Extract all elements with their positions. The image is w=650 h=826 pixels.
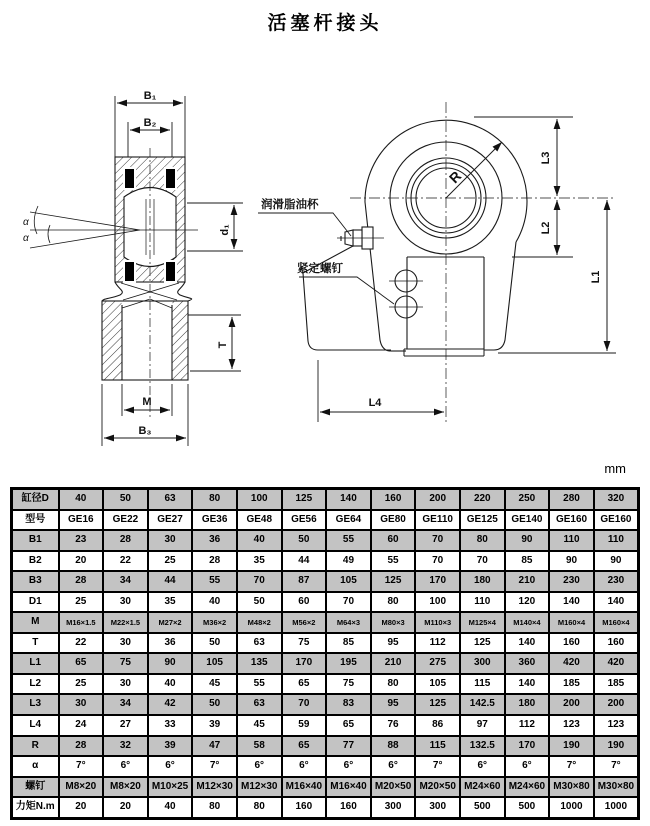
table-cell: 160 bbox=[371, 489, 416, 510]
table-row bbox=[12, 777, 639, 798]
table-cell: 180 bbox=[505, 694, 550, 715]
table-cell: 420 bbox=[549, 653, 594, 674]
table-row bbox=[12, 674, 639, 695]
table-row bbox=[12, 571, 639, 592]
right-centerlines bbox=[350, 102, 616, 422]
table-cell: 132.5 bbox=[460, 736, 505, 757]
row-label: D1 bbox=[12, 592, 59, 613]
table-cell: 87 bbox=[282, 571, 327, 592]
table-row bbox=[12, 510, 639, 531]
table-cell: 88 bbox=[371, 736, 416, 757]
table-cell: 100 bbox=[415, 592, 460, 613]
right-dimension-lines bbox=[320, 119, 607, 412]
table-cell: 135 bbox=[237, 653, 282, 674]
table-cell: 360 bbox=[505, 653, 550, 674]
threaded-body bbox=[102, 299, 188, 380]
row-label: L2 bbox=[12, 674, 59, 695]
table-cell: 250 bbox=[505, 489, 550, 510]
table-cell: 85 bbox=[326, 633, 371, 654]
table-cell: 80 bbox=[460, 530, 505, 551]
callout-set-screw: 紧定螺钉 bbox=[297, 263, 343, 275]
row-label: L3 bbox=[12, 694, 59, 715]
table-cell: 30 bbox=[103, 674, 148, 695]
table-cell: 200 bbox=[415, 489, 460, 510]
table-cell: 200 bbox=[594, 694, 639, 715]
table-cell: M16×40 bbox=[282, 777, 327, 798]
table-cell: GE22 bbox=[103, 510, 148, 531]
table-cell: 190 bbox=[549, 736, 594, 757]
table-cell: 112 bbox=[505, 715, 550, 736]
table-cell: 58 bbox=[237, 736, 282, 757]
table-cell: M48×2 bbox=[237, 612, 282, 633]
table-cell: 40 bbox=[148, 797, 193, 818]
table-cell: 22 bbox=[59, 633, 104, 654]
table-cell: 45 bbox=[192, 674, 237, 695]
table-cell: M125×4 bbox=[460, 612, 505, 633]
table-cell: 125 bbox=[415, 694, 460, 715]
table-cell: 25 bbox=[59, 592, 104, 613]
table-cell: M22×1.5 bbox=[103, 612, 148, 633]
table-cell: 75 bbox=[282, 633, 327, 654]
table-cell: 110 bbox=[460, 592, 505, 613]
table-cell: M110×3 bbox=[415, 612, 460, 633]
table-cell: 33 bbox=[148, 715, 193, 736]
table-cell: 40 bbox=[148, 674, 193, 695]
table-cell: GE27 bbox=[148, 510, 193, 531]
table-cell: 28 bbox=[192, 551, 237, 572]
table-cell: 28 bbox=[59, 571, 104, 592]
table-cell: 142.5 bbox=[460, 694, 505, 715]
table-row bbox=[12, 489, 639, 510]
table-cell: 110 bbox=[549, 530, 594, 551]
table-cell: 60 bbox=[371, 530, 416, 551]
table-cell: 59 bbox=[282, 715, 327, 736]
table-cell: 300 bbox=[371, 797, 416, 818]
table-cell: 76 bbox=[371, 715, 416, 736]
table-cell: M36×2 bbox=[192, 612, 237, 633]
table-cell: 30 bbox=[148, 530, 193, 551]
table-cell: 47 bbox=[192, 736, 237, 757]
table-cell: 49 bbox=[326, 551, 371, 572]
table-cell: 20 bbox=[103, 797, 148, 818]
table-cell: 6° bbox=[148, 756, 193, 777]
table-cell: M8×20 bbox=[103, 777, 148, 798]
table-cell: 6° bbox=[460, 756, 505, 777]
table-row bbox=[12, 797, 639, 818]
table-row bbox=[12, 551, 639, 572]
table-cell: 34 bbox=[103, 571, 148, 592]
table-cell: 140 bbox=[505, 633, 550, 654]
table-cell: 80 bbox=[237, 797, 282, 818]
table-cell: 50 bbox=[192, 633, 237, 654]
table-cell: 170 bbox=[415, 571, 460, 592]
table-cell: GE36 bbox=[192, 510, 237, 531]
dim-label-b1: B₁ bbox=[143, 90, 157, 102]
table-cell: 25 bbox=[59, 674, 104, 695]
table-cell: 90 bbox=[505, 530, 550, 551]
table-cell: 7° bbox=[59, 756, 104, 777]
table-cell: 70 bbox=[237, 571, 282, 592]
table-cell: 105 bbox=[192, 653, 237, 674]
table-row bbox=[12, 592, 639, 613]
table-cell: 28 bbox=[59, 736, 104, 757]
dim-label-b3: B₃ bbox=[138, 425, 152, 437]
dim-label-l1: L1 bbox=[590, 270, 602, 284]
table-cell: 6° bbox=[371, 756, 416, 777]
table-cell: 320 bbox=[594, 489, 639, 510]
table-cell: GE56 bbox=[282, 510, 327, 531]
technical-drawing bbox=[0, 60, 650, 460]
table-cell: 25 bbox=[148, 551, 193, 572]
table-cell: M24×60 bbox=[460, 777, 505, 798]
table-cell: M16×40 bbox=[326, 777, 371, 798]
table-cell: GE160 bbox=[549, 510, 594, 531]
table-cell: 50 bbox=[282, 530, 327, 551]
dim-label-alpha-lower: α bbox=[23, 233, 29, 244]
table-cell: 55 bbox=[326, 530, 371, 551]
right-side-view bbox=[258, 102, 616, 422]
table-cell: 20 bbox=[59, 797, 104, 818]
table-cell: 120 bbox=[505, 592, 550, 613]
table-cell: 27 bbox=[103, 715, 148, 736]
table-cell: 6° bbox=[103, 756, 148, 777]
table-row bbox=[12, 653, 639, 674]
table-cell: GE140 bbox=[505, 510, 550, 531]
table-cell: 7° bbox=[594, 756, 639, 777]
table-cell: GE16 bbox=[59, 510, 104, 531]
table-cell: M20×50 bbox=[371, 777, 416, 798]
row-label: B2 bbox=[12, 551, 59, 572]
table-cell: 500 bbox=[460, 797, 505, 818]
table-cell: 185 bbox=[594, 674, 639, 695]
table-cell: 6° bbox=[505, 756, 550, 777]
table-cell: 170 bbox=[505, 736, 550, 757]
table-cell: 210 bbox=[505, 571, 550, 592]
table-cell: 112 bbox=[415, 633, 460, 654]
table-cell: 140 bbox=[594, 592, 639, 613]
table-cell: 65 bbox=[326, 715, 371, 736]
dim-label-m: M bbox=[142, 396, 152, 408]
spec-table bbox=[10, 487, 640, 820]
table-cell: M8×20 bbox=[59, 777, 104, 798]
table-cell: 70 bbox=[415, 530, 460, 551]
table-row bbox=[12, 694, 639, 715]
table-cell: 77 bbox=[326, 736, 371, 757]
table-cell: 7° bbox=[192, 756, 237, 777]
row-label: α bbox=[12, 756, 59, 777]
row-label: L1 bbox=[12, 653, 59, 674]
table-cell: M10×25 bbox=[148, 777, 193, 798]
table-cell: 160 bbox=[326, 797, 371, 818]
row-label: B1 bbox=[12, 530, 59, 551]
row-label: B3 bbox=[12, 571, 59, 592]
table-cell: 180 bbox=[460, 571, 505, 592]
table-row bbox=[12, 530, 639, 551]
table-cell: M30×80 bbox=[594, 777, 639, 798]
table-cell: 75 bbox=[103, 653, 148, 674]
table-cell: 24 bbox=[59, 715, 104, 736]
table-cell: 230 bbox=[594, 571, 639, 592]
table-cell: M30×80 bbox=[549, 777, 594, 798]
table-cell: 40 bbox=[237, 530, 282, 551]
table-cell: 190 bbox=[594, 736, 639, 757]
row-label: L4 bbox=[12, 715, 59, 736]
table-cell: 80 bbox=[192, 489, 237, 510]
table-cell: GE125 bbox=[460, 510, 505, 531]
table-cell: 65 bbox=[59, 653, 104, 674]
table-cell: 28 bbox=[103, 530, 148, 551]
table-cell: 55 bbox=[371, 551, 416, 572]
table-cell: 110 bbox=[594, 530, 639, 551]
dim-label-l4: L4 bbox=[368, 397, 382, 409]
table-cell: 70 bbox=[326, 592, 371, 613]
table-cell: GE160 bbox=[594, 510, 639, 531]
table-cell: M24×60 bbox=[505, 777, 550, 798]
table-cell: 123 bbox=[549, 715, 594, 736]
dim-label-b2: B₂ bbox=[143, 117, 157, 129]
unit-label: mm bbox=[604, 461, 626, 476]
table-cell: 185 bbox=[549, 674, 594, 695]
table-cell: 35 bbox=[237, 551, 282, 572]
table-cell: 500 bbox=[505, 797, 550, 818]
table-cell: 23 bbox=[59, 530, 104, 551]
table-cell: 6° bbox=[326, 756, 371, 777]
row-label: R bbox=[12, 736, 59, 757]
table-cell: 1000 bbox=[594, 797, 639, 818]
table-cell: 80 bbox=[371, 674, 416, 695]
page-title: 活塞杆接头 bbox=[267, 13, 383, 34]
table-cell: 275 bbox=[415, 653, 460, 674]
table-cell: 123 bbox=[594, 715, 639, 736]
table-cell: 83 bbox=[326, 694, 371, 715]
table-cell: 70 bbox=[460, 551, 505, 572]
neck-outline bbox=[102, 282, 192, 301]
table-cell: 35 bbox=[148, 592, 193, 613]
table-cell: 195 bbox=[326, 653, 371, 674]
dim-label-d1: d₁ bbox=[219, 224, 231, 236]
table-cell: 70 bbox=[415, 551, 460, 572]
table-cell: 30 bbox=[59, 694, 104, 715]
table-cell: 6° bbox=[237, 756, 282, 777]
table-cell: 90 bbox=[549, 551, 594, 572]
table-cell: M27×2 bbox=[148, 612, 193, 633]
table-cell: GE110 bbox=[415, 510, 460, 531]
dim-label-l2: L2 bbox=[540, 221, 552, 235]
set-screw-holes bbox=[389, 270, 423, 318]
row-label: 螺钉 bbox=[12, 777, 59, 798]
table-cell: GE48 bbox=[237, 510, 282, 531]
table-cell: M16×1.5 bbox=[59, 612, 104, 633]
table-cell: 300 bbox=[415, 797, 460, 818]
table-cell: 97 bbox=[460, 715, 505, 736]
table-row bbox=[12, 756, 639, 777]
table-cell: M12×30 bbox=[237, 777, 282, 798]
table-cell: 80 bbox=[371, 592, 416, 613]
table-cell: GE80 bbox=[371, 510, 416, 531]
table-cell: 95 bbox=[371, 694, 416, 715]
table-cell: M160×4 bbox=[549, 612, 594, 633]
table-cell: 65 bbox=[282, 674, 327, 695]
table-cell: 95 bbox=[371, 633, 416, 654]
table-cell: 40 bbox=[192, 592, 237, 613]
table-cell: 50 bbox=[103, 489, 148, 510]
table-cell: 75 bbox=[326, 674, 371, 695]
table-cell: 160 bbox=[594, 633, 639, 654]
table-cell: 32 bbox=[103, 736, 148, 757]
table-cell: 40 bbox=[59, 489, 104, 510]
table-cell: M80×3 bbox=[371, 612, 416, 633]
table-cell: 39 bbox=[192, 715, 237, 736]
dim-label-t: T bbox=[217, 341, 229, 349]
dim-label-alpha-upper: α bbox=[23, 217, 29, 228]
table-row bbox=[12, 736, 639, 757]
table-row bbox=[12, 633, 639, 654]
rod-end-outline bbox=[303, 120, 527, 356]
table-cell: 125 bbox=[460, 633, 505, 654]
table-cell: 70 bbox=[282, 694, 327, 715]
grease-fitting bbox=[337, 227, 384, 249]
row-label: 型号 bbox=[12, 510, 59, 531]
row-label: 缸径D bbox=[12, 489, 59, 510]
table-cell: 36 bbox=[148, 633, 193, 654]
table-cell: 115 bbox=[415, 736, 460, 757]
table-cell: 34 bbox=[103, 694, 148, 715]
table-cell: 6° bbox=[282, 756, 327, 777]
table-cell: 55 bbox=[192, 571, 237, 592]
table-cell: 80 bbox=[192, 797, 237, 818]
table-cell: 30 bbox=[103, 633, 148, 654]
table-cell: 20 bbox=[59, 551, 104, 572]
table-cell: 420 bbox=[594, 653, 639, 674]
table-cell: 42 bbox=[148, 694, 193, 715]
table-cell: 86 bbox=[415, 715, 460, 736]
table-cell: 55 bbox=[237, 674, 282, 695]
table-cell: M12×30 bbox=[192, 777, 237, 798]
table-row bbox=[12, 612, 639, 633]
table-cell: 90 bbox=[594, 551, 639, 572]
table-cell: 85 bbox=[505, 551, 550, 572]
table-cell: 60 bbox=[282, 592, 327, 613]
table-cell: 7° bbox=[415, 756, 460, 777]
table-cell: 1000 bbox=[549, 797, 594, 818]
dim-label-r: R bbox=[445, 167, 465, 187]
table-cell: 125 bbox=[282, 489, 327, 510]
table-cell: 160 bbox=[282, 797, 327, 818]
table-cell: 45 bbox=[237, 715, 282, 736]
dim-label-l3: L3 bbox=[540, 151, 552, 165]
table-cell: 39 bbox=[148, 736, 193, 757]
row-label: 力矩N.m bbox=[12, 797, 59, 818]
right-extension-lines bbox=[318, 117, 616, 422]
table-row bbox=[12, 715, 639, 736]
row-label: T bbox=[12, 633, 59, 654]
table-cell: M140×4 bbox=[505, 612, 550, 633]
spec-table-body bbox=[12, 489, 639, 819]
table-cell: 36 bbox=[192, 530, 237, 551]
table-cell: 140 bbox=[505, 674, 550, 695]
table-cell: 140 bbox=[326, 489, 371, 510]
callout-grease-cup: 润滑脂油杯 bbox=[261, 199, 319, 211]
table-cell: 140 bbox=[549, 592, 594, 613]
table-cell: M56×2 bbox=[282, 612, 327, 633]
table-cell: 7° bbox=[549, 756, 594, 777]
table-cell: 230 bbox=[549, 571, 594, 592]
table-cell: 65 bbox=[282, 736, 327, 757]
table-cell: GE64 bbox=[326, 510, 371, 531]
table-cell: 115 bbox=[460, 674, 505, 695]
table-cell: 200 bbox=[549, 694, 594, 715]
table-cell: 44 bbox=[148, 571, 193, 592]
table-cell: 105 bbox=[326, 571, 371, 592]
left-section-view bbox=[23, 90, 243, 446]
callout-leaders bbox=[258, 213, 394, 304]
table-cell: 280 bbox=[549, 489, 594, 510]
table-cell: 300 bbox=[460, 653, 505, 674]
table-cell: 90 bbox=[148, 653, 193, 674]
table-cell: M64×3 bbox=[326, 612, 371, 633]
table-cell: 63 bbox=[237, 694, 282, 715]
table-cell: 50 bbox=[192, 694, 237, 715]
table-cell: 210 bbox=[371, 653, 416, 674]
table-cell: 30 bbox=[103, 592, 148, 613]
table-cell: 125 bbox=[371, 571, 416, 592]
table-cell: 170 bbox=[282, 653, 327, 674]
table-cell: 63 bbox=[237, 633, 282, 654]
table-cell: 44 bbox=[282, 551, 327, 572]
table-cell: 50 bbox=[237, 592, 282, 613]
table-cell: 100 bbox=[237, 489, 282, 510]
row-label: M bbox=[12, 612, 59, 633]
table-cell: 105 bbox=[415, 674, 460, 695]
table-cell: 63 bbox=[148, 489, 193, 510]
table-cell: 160 bbox=[549, 633, 594, 654]
table-cell: 22 bbox=[103, 551, 148, 572]
table-cell: M20×50 bbox=[415, 777, 460, 798]
table-cell: M160×4 bbox=[594, 612, 639, 633]
table-cell: 220 bbox=[460, 489, 505, 510]
